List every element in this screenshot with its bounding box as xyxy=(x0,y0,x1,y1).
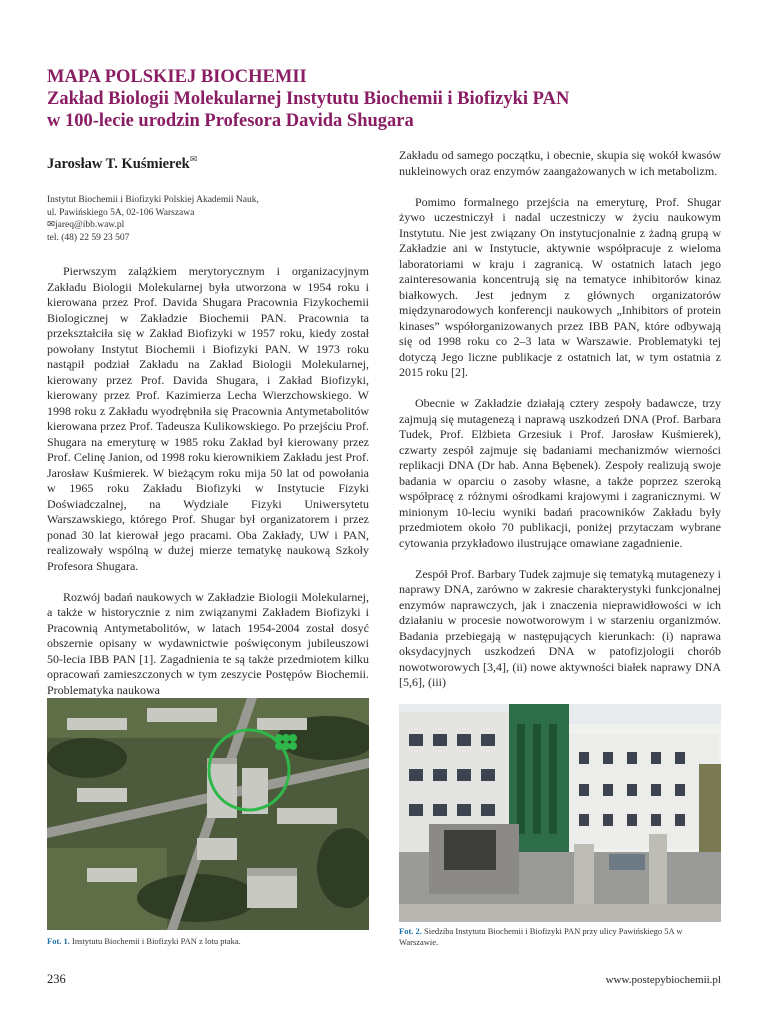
affiliation-institute: Instytut Biochemii i Biofizyki Polskiej Akademii Nauk, xyxy=(47,195,259,205)
affiliation-address: ul. Pawińskiego 5A, 02-106 Warszawa xyxy=(47,207,195,218)
website-link[interactable]: www.postepybiochemii.pl xyxy=(605,974,721,986)
paragraph: Zakładu od samego początku, i obecnie, skupia się wokół kwasów nukleinowych oraz enzymów zaangażowanych w ich metabolizm. xyxy=(399,148,721,178)
building-photo xyxy=(399,704,721,922)
paragraph: Pierwszym zalążkiem merytorycznym i organizacyjnym Zakładu Biologii Molekularnej była utworzona w 1954 roku i kierowana przez Prof. Davida Shugara Pracownia Fizykochemii Biologicznej w Zakładzie Biochemii PAN. Pracownia ta przekształciła się w Zakład Biofizyki w 1957 roku, kiedy został powołany Instytut Biochemii i Biofizyki PAN. W 1973 roku nastąpił podział Zakładu na Zakład Biologii Molekularnej, kierowany przez Prof. Davida Shugara, i Zakład Biofizyki, kierowany przez Prof. Kazimierza Lecha Wierzchowskiego. W 1998 roku z Zakładu wyodrębniła się Pracownia Antymetabolitów kierowana przez Prof. Tadeusza Kulikowskiego. Po przejściu Prof. Shugara na emeryturę w 1985 roku Zakład był kierowany przez Prof. Celinę Janion, od 1998 roku kierownikiem Zakładu jest Prof. Jarosław Kuśmierek. W bieżącym roku mija 50 lat od powołania w 1965 roku Zakładu Biofizyki w Instytucie Fizyki Doświadczalnej, na Wydziale Fizyki Uniwersytetu Warszawskiego, którego Prof. Shugar był organizatorem i przez ponad 30 lat kierował jego pracami. Oba Zakłady, UW i PAN, realizowały wspólną w dużej mierze tematykę naukową Szkoły Profesora Shugara. xyxy=(47,264,369,573)
caption-label: Fot. 1. xyxy=(47,936,70,946)
figure-caption-2 xyxy=(399,926,721,948)
paragraph: Obecnie w Zakładzie działają cztery zespoły badawcze, trzy zajmują się mutagenezą i naprawą uszkodzeń DNA (Prof. Barbara Tudek, Prof. Elżbieta Grzesiuk i Prof. Jarosław Kuśmierek), czwarty zespół zajmuje się badaniami mechanizmów wierności replikacji DNA (Dr hab. Anna Bębenek). Zespoły realizują swoje badania w oparciu o zasoby własne, a także poprzez szeroką współpracę z różnymi ośrodkami krajowymi i zagranicznymi. W minionym 10-leciu wyniki badań pracowników Zakładu były przedmiotem około 70 publikacji, poniżej przytaczam wybrane cytowania przykładowo ilustrujące omawiane zagadnienie. xyxy=(399,396,721,550)
affiliation-email[interactable]: ✉jareq@ibb.waw.pl xyxy=(47,220,125,230)
paragraph: Rozwój badań naukowych w Zakładzie Biologii Molekularnej, a także w historycznie z nim związanymi Zakładem Biofizyki i Pracownią Antymetabolitów, w latach 1954-2004 został dosyć obszernie opisany w wydawnictwie poświęconym jubileuszowi 50-lecia IBB PAN [1]. Zagadnienia te są także przedmiotem kilku opracowań zamieszczonych w tym zeszycie Postępów Biochemii. Problematyka naukowa xyxy=(47,589,369,697)
figure-caption-1 xyxy=(47,936,369,947)
right-column xyxy=(399,148,721,706)
left-column xyxy=(47,264,369,714)
title-line-1: MAPA POLSKIEJ BIOCHEMII xyxy=(47,67,307,87)
affiliation xyxy=(47,194,367,244)
title-line-3: w 100-lecie urodzin Profesora Davida Shugara xyxy=(47,111,414,131)
article-title xyxy=(47,66,727,132)
caption-text: Instytutu Biochemii i Biofizyki PAN z lotu ptaka. xyxy=(69,936,241,946)
page-number: 236 xyxy=(47,972,66,986)
paragraph: Pomimo formalnego przejścia na emeryturę, Prof. Shugar żywo uczestniczył i nadal uczestniczy w życiu naukowym Instytutu. Nie jest związany On instytucjonalnie z żadną grupą w Zakładzie ani w Instytucie, aktywnie współpracuje z wieloma laboratoriami w kraju i zagranicą. W ostatnich latach jego zainteresowania koncentrują się na tematyce inhibitorów kinaz białkowych. Jest jednym z głównych organizatorów międzynarodowych konferencji naukowych „Inhibitors of protein kinases” współorganizowanych przez IBB PAN, które odbywają się od 1998 roku co 2–3 lata w Warszawie. Problematyki tej dotyczą Jego liczne publikacje z ostatnich lat, w tym ostatnia z 2015 roku [2]. xyxy=(399,194,721,379)
caption-text: Siedziba Instytutu Biochemii i Biofizyki PAN przy ulicy Pawińskiego 5A w Warszawie. xyxy=(399,926,683,947)
aerial-photo xyxy=(47,698,369,930)
paragraph: Zespół Prof. Barbary Tudek zajmuje się tematyką mutagenezy i naprawy DNA, zarówno w zakresie charakterystyki funkcjonalnej enzymów naprawczych, jak i znaczenia nieprawidłowości w ich działaniu w procesie nowotworowym i w starzeniu organizmów. Badania przebiegają w następujących kierunkach: (i) naprawa oksydacyjnych uszkodzeń DNA w patofizjologii chorób nowotworowych [3,4], (ii) nowe aktywności białek naprawy DNA [5,6], (iii) xyxy=(399,566,721,689)
author-name: Jarosław T. Kuśmierek xyxy=(47,155,190,172)
title-line-2: Zakład Biologii Molekularnej Instytutu Biochemii i Biofizyki PAN xyxy=(47,89,570,109)
caption-label: Fot. 2. xyxy=(399,926,422,936)
affiliation-phone: tel. (48) 22 59 23 507 xyxy=(47,232,130,243)
envelope-icon: ✉ xyxy=(189,154,198,164)
author-line xyxy=(47,154,197,173)
